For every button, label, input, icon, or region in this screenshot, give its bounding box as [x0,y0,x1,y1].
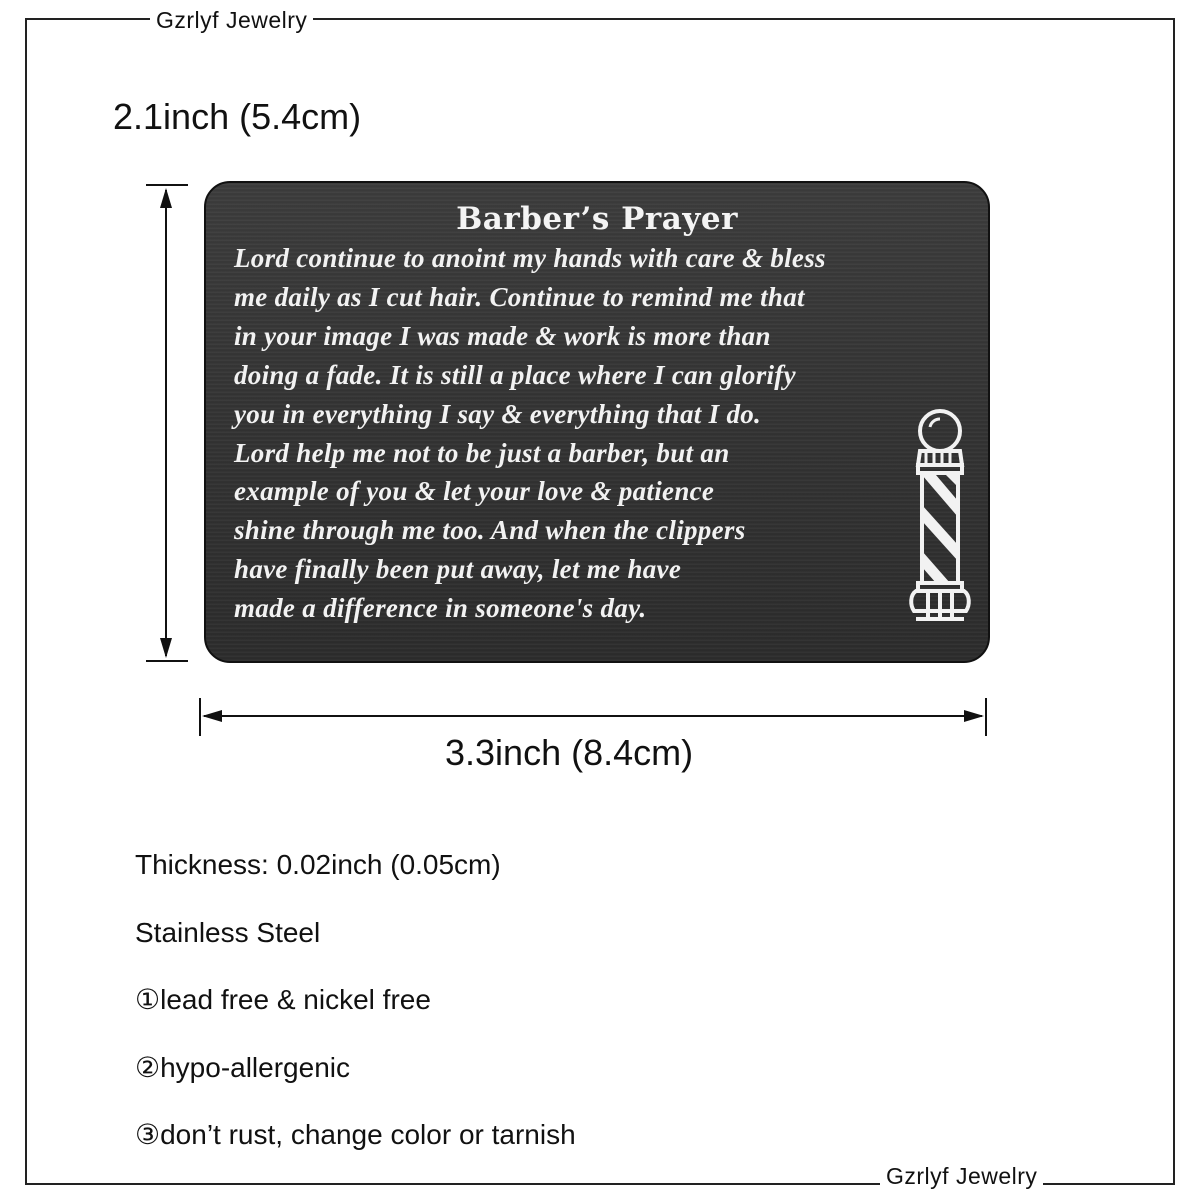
height-dimension-label: 2.1inch (5.4cm) [113,96,362,137]
prayer-line: doing a fade. It is still a place where I can glorify [234,359,796,390]
prayer-line: in your image I was made & work is more than [234,320,771,351]
height-dimension-arrow [146,185,188,661]
spec-material: Stainless Steel [135,916,321,948]
card-prayer-text [234,239,994,628]
brand-label-bottom: Gzrlyf Jewelry [880,1162,1043,1190]
prayer-line: Lord continue to anoint my hands with care & bless [234,243,826,273]
spec-hypoallergenic: ②hypo-allergenic [135,1051,350,1083]
brand-label-top: Gzrlyf Jewelry [150,6,313,34]
width-dimension-label: 3.3inch (8.4cm) [445,732,694,773]
prayer-line: Lord help me not to be just a barber, but an [234,437,730,468]
spec-no-rust: ③don’t rust, change color or tarnish [135,1119,576,1150]
prayer-line: have finally been put away, let me have [234,554,682,585]
prayer-line: made a difference in someone's day. [234,593,647,624]
prayer-line: example of you & let your love & patience [234,476,715,507]
spec-list [135,848,576,1186]
prayer-line: shine through me too. And when the clippers [234,515,746,546]
prayer-line: you in everything I say & everything that I do. [234,398,762,429]
width-dimension-arrow [200,698,986,736]
card-title: Barber’s Prayer [456,201,738,237]
prayer-card [204,181,990,663]
barber-pole-icon [906,405,974,625]
prayer-line: me daily as I cut hair. Continue to remind me that [234,281,805,312]
spec-thickness: Thickness: 0.02inch (0.05cm) [135,849,501,880]
spec-lead-nickel-free: ①lead free & nickel free [135,984,431,1015]
